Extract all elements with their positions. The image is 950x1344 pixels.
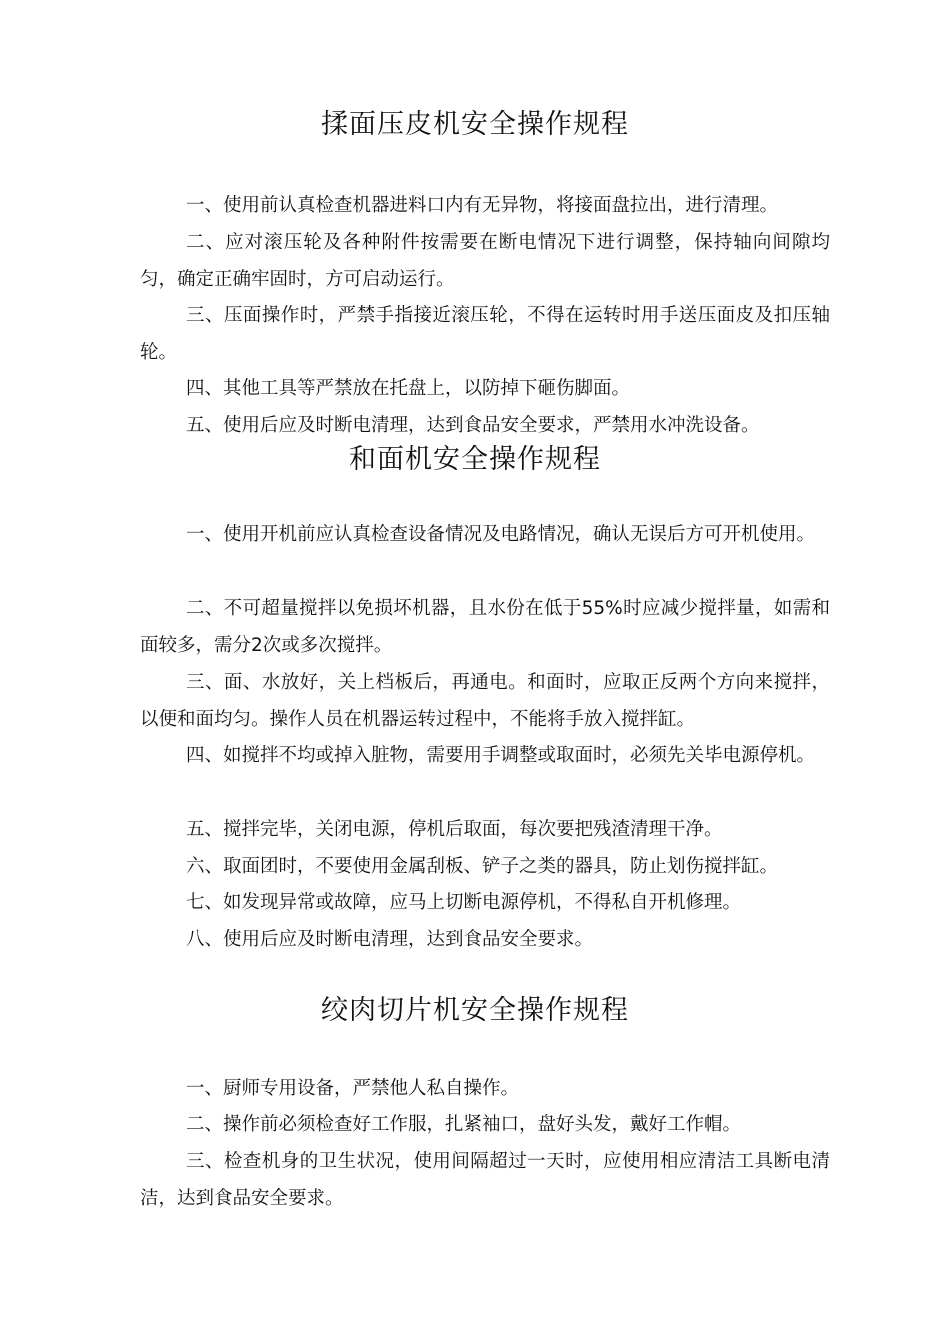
section-title: 和面机安全操作规程 — [349, 444, 601, 475]
rule-item: 四、其他工具等严禁放在托盘上，以防掉下砸伤脚面。 — [186, 378, 631, 399]
rule-item: 三、压面操作时，严禁手指接近滚压轮，不得在运转时用手送压面皮及扣压轴轮。 — [140, 305, 830, 363]
rule-item: 一、使用开机前应认真检查设备情况及电路情况，确认无误后方可开机使用。 — [186, 524, 816, 545]
rule-item: 五、搅拌完毕，关闭电源，停机后取面，每次要把残渣清理干净。 — [186, 819, 723, 840]
section-title: 揉面压皮机安全操作规程 — [321, 109, 629, 140]
rule-item: 四、如搅拌不均或掉入脏物，需要用手调整或取面时，必须先关毕电源停机。 — [186, 745, 816, 766]
section-title: 绞肉切片机安全操作规程 — [321, 995, 629, 1026]
rule-item: 三、面、水放好，关上档板后，再通电。和面时，应取正反两个方向来搅拌，以便和面均匀。操作人员在机器运转过程中，不能将手放入搅拌缸。 — [140, 672, 830, 730]
rule-item: 七、如发现异常或故障，应马上切断电源停机，不得私自开机修理。 — [186, 892, 742, 913]
rule-item: 五、使用后应及时断电清理，达到食品安全要求，严禁用水冲洗设备。 — [186, 415, 760, 436]
rule-item: 一、使用前认真检查机器进料口内有无异物，将接面盘拉出，进行清理。 — [186, 195, 779, 216]
rule-item: 二、不可超量搅拌以免损坏机器，且水份在低于55%时应减少搅拌量，如需和面较多，需分2次或多次搅拌。 — [140, 598, 830, 656]
rule-item: 二、操作前必须检查好工作服，扎紧袖口，盘好头发，戴好工作帽。 — [186, 1114, 742, 1135]
rule-item: 三、检查机身的卫生状况，使用间隔超过一天时，应使用相应清洁工具断电清洁，达到食品安全要求。 — [140, 1151, 830, 1209]
rule-item: 一、厨师专用设备，严禁他人私自操作。 — [186, 1078, 520, 1099]
rule-item: 八、使用后应及时断电清理，达到食品安全要求。 — [186, 929, 594, 950]
rule-item: 六、取面团时，不要使用金属刮板、铲子之类的器具，防止划伤搅拌缸。 — [186, 856, 779, 877]
rule-item: 二、应对滚压轮及各种附件按需要在断电情况下进行调整，保持轴向间隙均匀，确定正确牢固时，方可启动运行。 — [140, 232, 830, 290]
